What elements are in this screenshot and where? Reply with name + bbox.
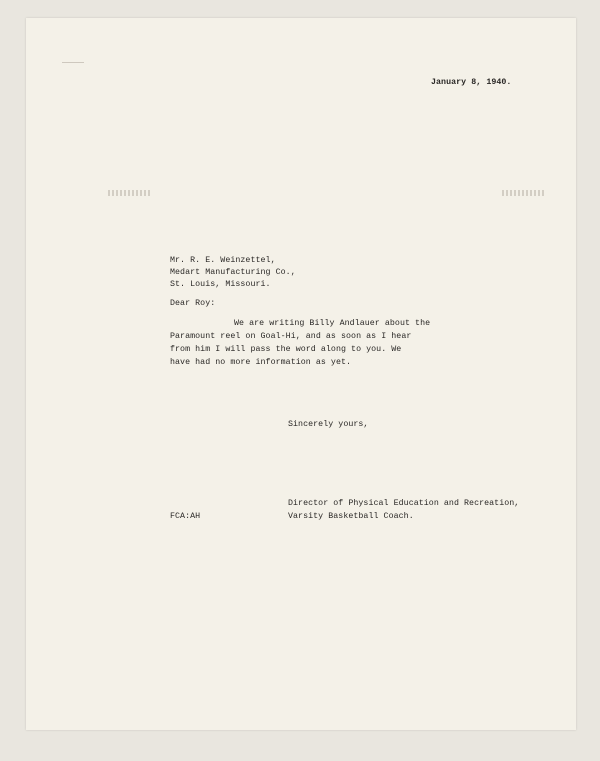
recipient-city: St. Louis, Missouri.: [170, 280, 271, 289]
salutation: Dear Roy:: [170, 299, 216, 308]
closing: Sincerely yours,: [288, 420, 369, 429]
recipient-name: Mr. R. E. Weinzettel,: [170, 256, 276, 265]
typist-initials: FCA:AH: [170, 512, 201, 521]
body-line-1: We are writing Billy Andlauer about the: [234, 319, 431, 328]
recipient-company: Medart Manufacturing Co.,: [170, 268, 296, 277]
letter-page: [26, 18, 576, 730]
signature-title-line-2: Varsity Basketball Coach.: [288, 512, 414, 521]
pencil-mark: [62, 62, 84, 63]
letter-date: January 8, 1940.: [431, 78, 512, 87]
bleed-mark-left: [108, 190, 152, 196]
body-line-2: Paramount reel on Goal-Hi, and as soon as I hear: [170, 332, 412, 341]
signature-title-line-1: Director of Physical Education and Recreation,: [288, 499, 520, 508]
body-line-4: have had no more information as yet.: [170, 358, 352, 367]
bleed-mark-right: [502, 190, 546, 196]
body-line-3: from him I will pass the word along to you. We: [170, 345, 402, 354]
